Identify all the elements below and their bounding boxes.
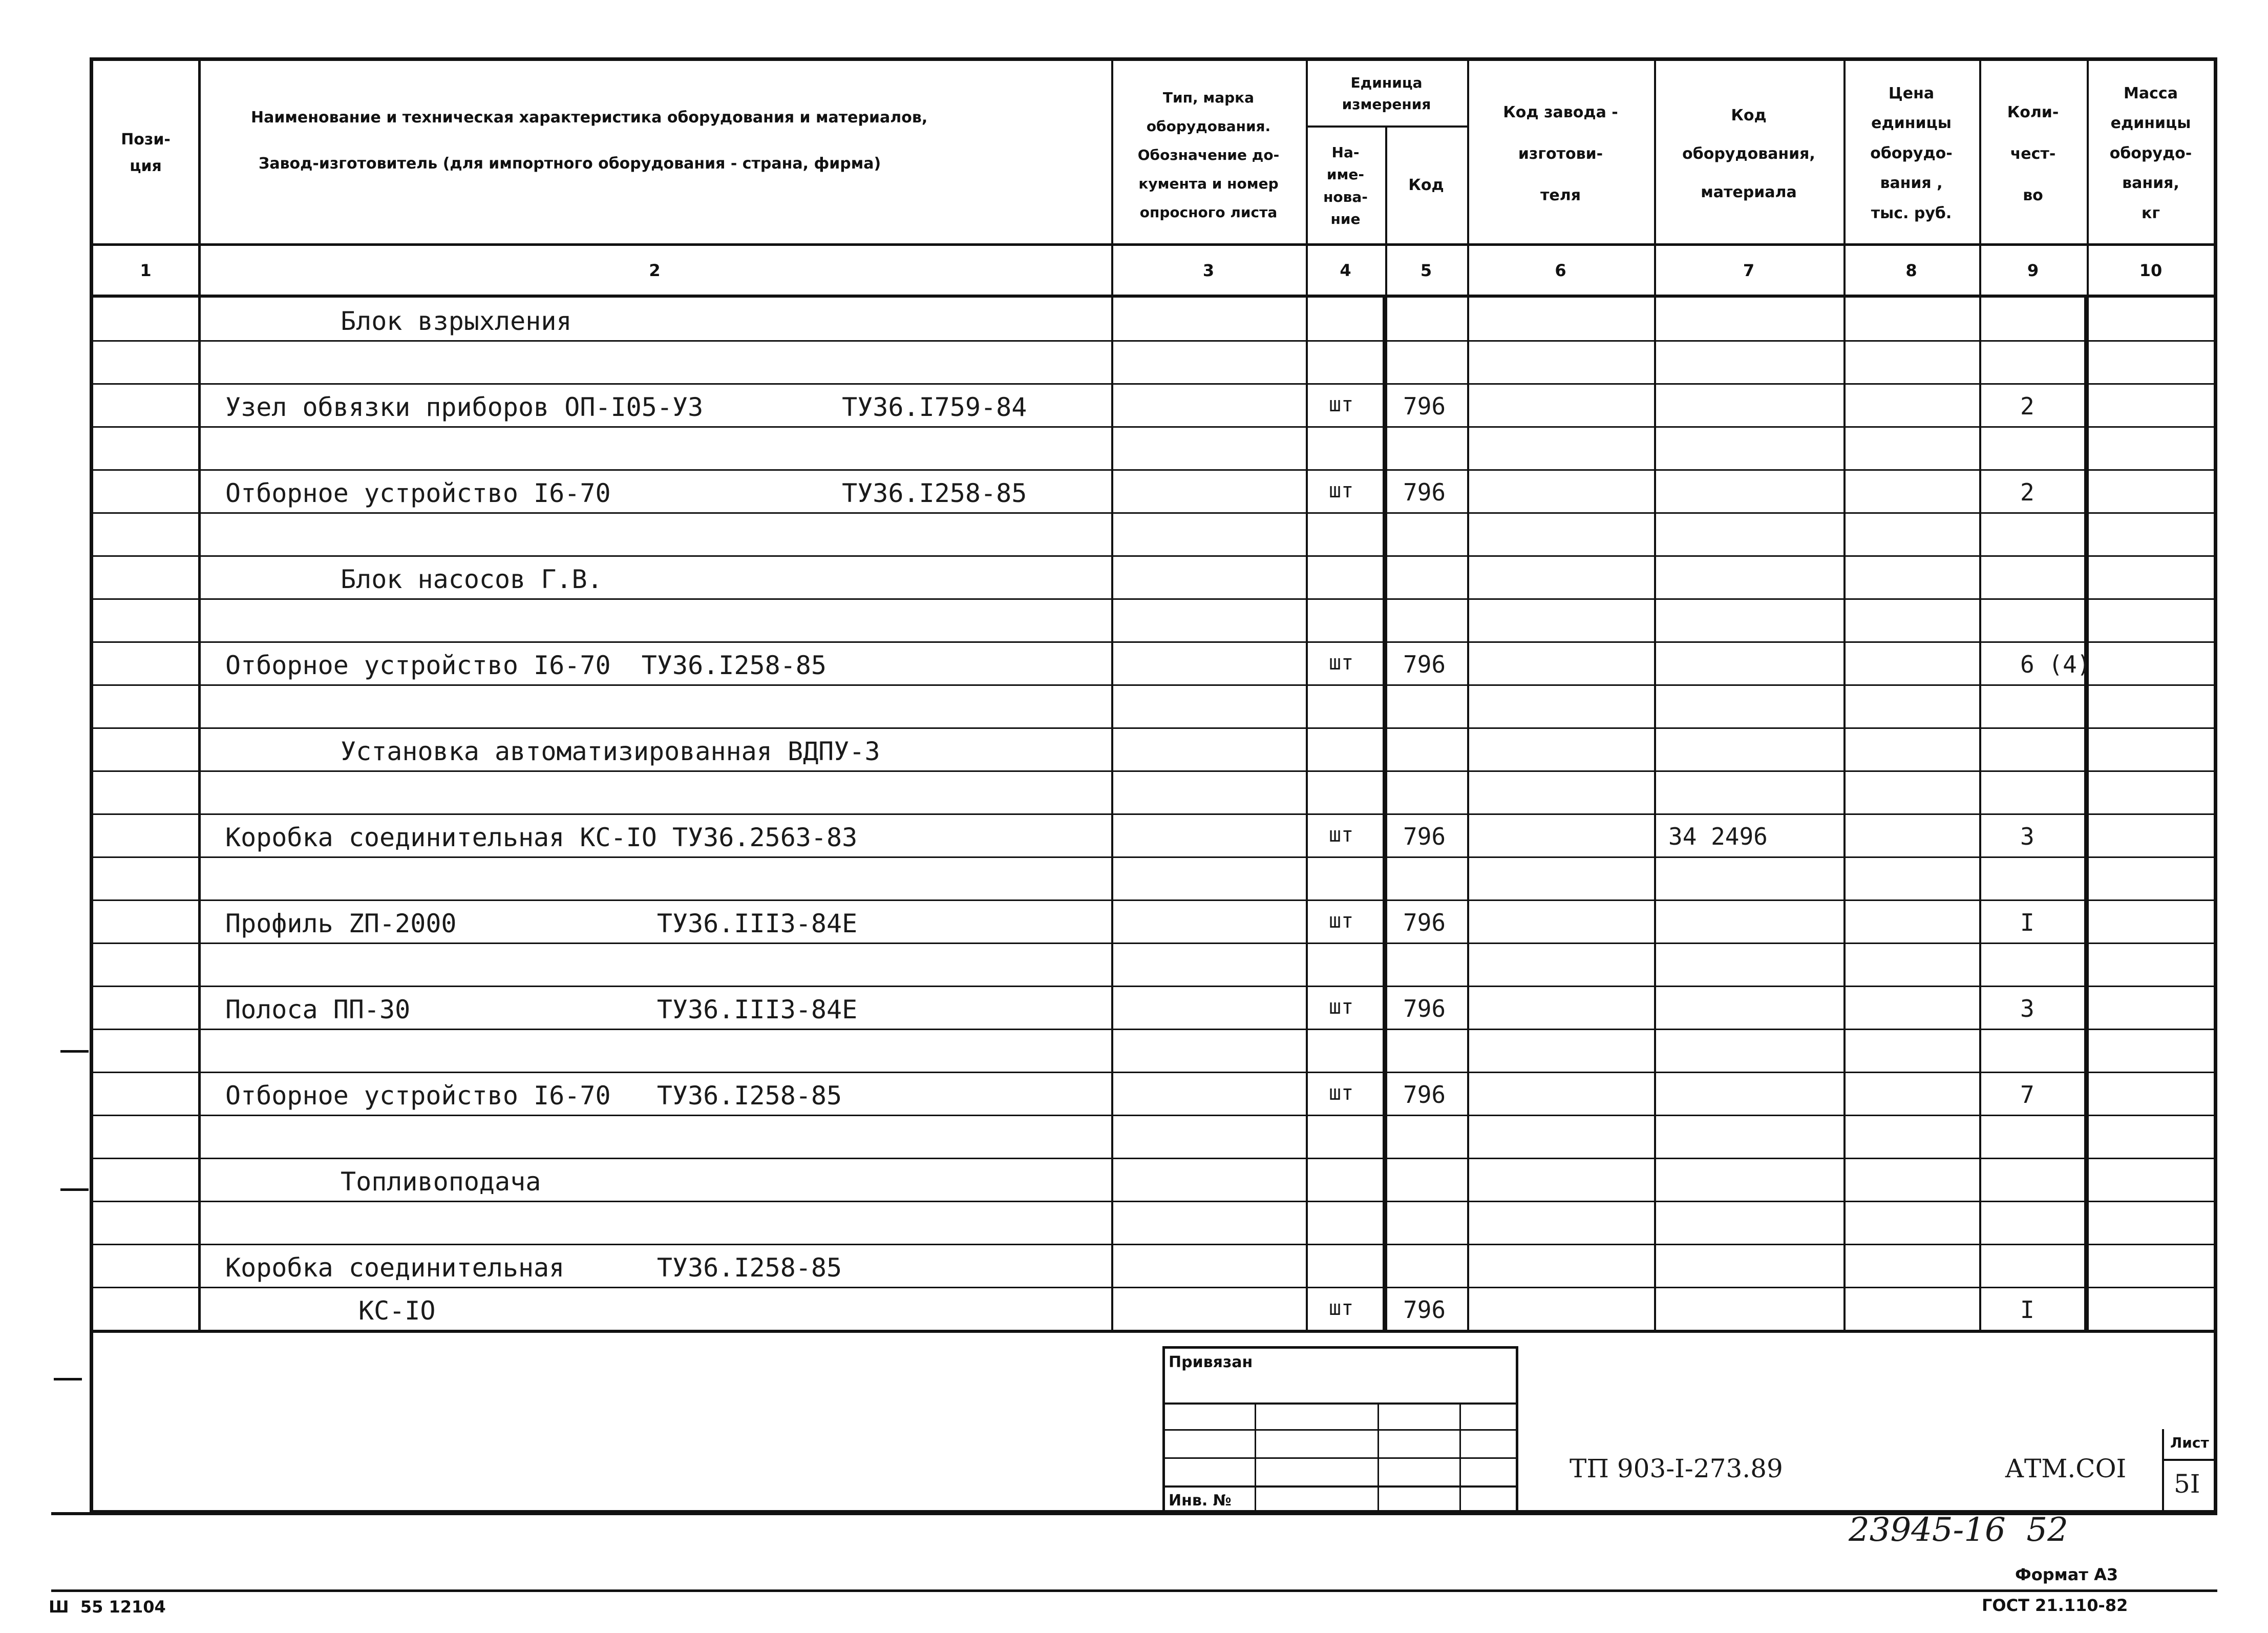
item-name: Отборное устройство I6-70 ТУ36.I258-85	[225, 651, 826, 680]
row-divider	[90, 684, 2217, 686]
unit-code: 796	[1403, 823, 1446, 850]
stamp-line	[1162, 1429, 1516, 1431]
stamp-line	[1162, 1402, 1516, 1405]
stamp-line	[1255, 1402, 1256, 1514]
column-number: 1	[140, 260, 152, 280]
item-name: Профиль ZП-2000 ТУ36.III3-84Е	[225, 909, 858, 938]
column-number: 8	[1905, 260, 1917, 280]
column-number: 4	[1340, 260, 1351, 280]
column-number: 7	[1743, 260, 1755, 280]
unit-code: 796	[1403, 995, 1446, 1022]
quantity: 7	[2020, 1081, 2034, 1108]
unit-code: 796	[1403, 478, 1446, 506]
header-name-line2: Завод-изготовитель (для импортного оборудования - страна, фирма)	[259, 154, 881, 173]
row-divider	[90, 986, 2217, 987]
linked-label: Привязан	[1169, 1353, 1253, 1371]
item-name: Полоса ПП-30 ТУ36.III3-84Е	[225, 995, 858, 1024]
row-divider	[90, 770, 2217, 772]
stamp-line	[1162, 1346, 1165, 1514]
quantity: 3	[2020, 823, 2034, 850]
margin-tick	[60, 1188, 89, 1191]
quantity: I	[2020, 909, 2034, 936]
stamp-line	[1162, 1485, 1516, 1488]
document-mark: АТМ.СОI	[2005, 1454, 2127, 1483]
unit-name: шт	[1329, 1296, 1354, 1320]
item-name: Отборное устройство I6-70 ТУ36.I258-85	[225, 1081, 842, 1111]
row-divider	[90, 1244, 2217, 1245]
margin-tick	[60, 1050, 89, 1053]
unit-name: шт	[1329, 1081, 1354, 1105]
row-divider	[90, 1201, 2217, 1202]
unit-code: 796	[1403, 1296, 1446, 1324]
stamp-line	[1162, 1457, 1516, 1459]
column-number: 9	[2027, 260, 2039, 280]
sheet-number: 5I	[2174, 1469, 2200, 1499]
column-divider	[198, 57, 201, 1330]
unit-name: шт	[1329, 651, 1354, 675]
unit-name: шт	[1329, 393, 1354, 416]
row-divider	[90, 598, 2217, 600]
header-name-line1: Наименование и техническая характеристика оборудования и материалов,	[251, 108, 928, 127]
row-divider	[90, 1072, 2217, 1073]
item-name: Коробка соединительная ТУ36.I258-85	[225, 1253, 842, 1283]
row-divider	[90, 943, 2217, 944]
column-divider	[1979, 57, 1981, 1330]
row-divider	[90, 426, 2217, 428]
stamp-line	[1162, 1346, 1516, 1349]
table-body-bottom	[90, 1330, 2217, 1333]
section-heading: Топливоподача	[341, 1167, 541, 1197]
unit-name: шт	[1329, 823, 1354, 847]
footer-rule	[51, 1589, 2217, 1592]
row-divider	[90, 1115, 2217, 1116]
handwritten-number: 23945-16 52	[1849, 1511, 2068, 1549]
row-divider	[90, 1029, 2217, 1030]
unit-name: шт	[1329, 909, 1354, 933]
quantity: 2	[2020, 392, 2034, 420]
stamp-line	[1377, 1402, 1379, 1514]
column-number: 6	[1555, 260, 1566, 280]
sheet-box-line	[2162, 1459, 2217, 1461]
format-label: Формат А3	[2015, 1565, 2118, 1584]
item-name: Отборное устройство I6-70 ТУ36.I258-85	[225, 478, 1027, 508]
row-divider	[90, 727, 2217, 729]
item-name: Узел обвязки приборов ОП-I05-У3 ТУ36.I759-84	[225, 392, 1027, 422]
quantity: 3	[2020, 995, 2034, 1022]
document-number: ТП 903-I-273.89	[1570, 1454, 1783, 1483]
header-price: Цена единицы оборудо- вания , тыс. руб.	[1870, 84, 1953, 222]
print-code: Ш 55 12104	[49, 1597, 166, 1617]
header-quantity: Коли- чест- во	[2007, 103, 2059, 204]
header-divider	[90, 243, 2217, 246]
item-name: КС-IO	[358, 1296, 436, 1326]
header-unit-name: На- име- нова- ние	[1323, 143, 1368, 227]
unit-code: 796	[1403, 909, 1446, 936]
column-divider	[1306, 57, 1308, 1330]
header-position: Пози- ция	[121, 130, 171, 175]
column-number-divider	[90, 295, 2217, 298]
unit-name: шт	[1329, 479, 1354, 503]
header-unit-group: Единица измерения	[1342, 74, 1431, 113]
item-name: Коробка соединительная КС-IO ТУ36.2563-83	[225, 823, 858, 852]
inventory-label: Инв. №	[1169, 1492, 1232, 1510]
row-divider	[90, 1158, 2217, 1159]
row-divider	[90, 641, 2217, 643]
row-divider	[90, 383, 2217, 385]
section-heading: Блок взрыхления	[341, 306, 572, 336]
column-number: 2	[649, 260, 661, 280]
sheet-box-line	[2162, 1429, 2164, 1514]
unit-code: 796	[1403, 1081, 1446, 1108]
quantity: 6 (4)	[2020, 651, 2091, 678]
section-heading: Блок насосов Г.В.	[341, 564, 603, 594]
margin-tick	[54, 1378, 82, 1380]
column-divider	[1111, 57, 1113, 1330]
stamp-line	[1516, 1346, 1518, 1514]
row-divider	[90, 856, 2217, 858]
column-divider	[1467, 57, 1469, 1330]
unit-name: шт	[1329, 995, 1354, 1019]
column-number: 10	[2139, 260, 2163, 280]
gost-label: ГОСТ 21.110-82	[1982, 1596, 2128, 1615]
column-divider	[1654, 57, 1656, 1330]
row-divider	[90, 899, 2217, 901]
unit-code: 796	[1403, 651, 1446, 678]
row-divider	[90, 512, 2217, 514]
section-heading: Установка автоматизированная ВДПУ-3	[341, 737, 880, 766]
column-divider	[1843, 57, 1846, 1330]
sheet-label: Лист	[2170, 1434, 2209, 1451]
header-factory-code: Код завода - изготови- теля	[1503, 103, 1618, 204]
header-type-mark: Тип, марка оборудования. Обозначение до- кумента и номер опросного листа	[1137, 89, 1280, 221]
stamp-line	[1459, 1402, 1461, 1514]
row-divider	[90, 1287, 2217, 1288]
header-mass: Масса единицы оборудо- вания, кг	[2109, 84, 2192, 222]
unit-code: 796	[1403, 392, 1446, 420]
quantity: I	[2020, 1296, 2034, 1324]
column-number: 5	[1420, 260, 1432, 280]
row-divider	[90, 340, 2217, 342]
column-number: 3	[1202, 260, 1215, 280]
row-divider	[90, 555, 2217, 557]
header-equipment-code: Код оборудования, материала	[1682, 106, 1815, 201]
row-divider	[90, 469, 2217, 471]
header-unit-code: Код	[1408, 176, 1444, 195]
row-divider	[90, 813, 2217, 815]
equipment-code: 34 2496	[1668, 823, 1768, 850]
quantity: 2	[2020, 478, 2034, 506]
